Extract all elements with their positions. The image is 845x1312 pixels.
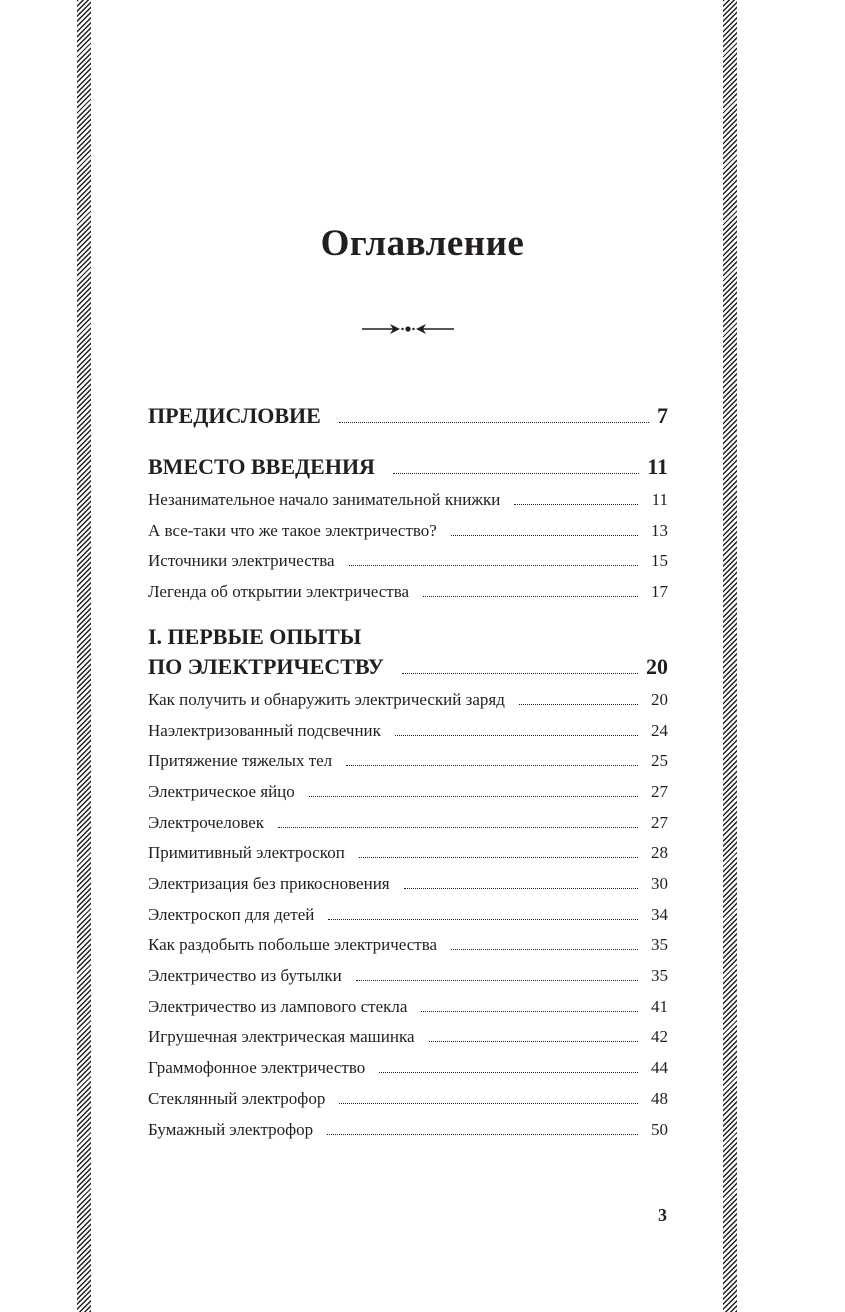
right-decorative-border [723,0,737,1312]
dot-leader [421,1001,638,1012]
toc-subentry-label: Источники электричества [148,551,335,570]
toc-subentry-page: 35 [651,966,668,985]
toc-subentry-page: 30 [651,874,668,893]
toc-subentry[interactable] [148,874,668,894]
toc-subentry-page: 28 [651,843,668,862]
toc-entry-label: ВМЕСТО ВВЕДЕНИЯ [148,454,375,479]
toc-subentry-page: 13 [651,521,668,540]
toc-subentry-label: Игрушечная электрическая машинка [148,1027,415,1046]
dot-leader [514,494,638,505]
toc-subentry-label: А все-таки что же такое электричество? [148,521,437,540]
toc-entry-page: 7 [657,403,668,428]
toc-subentry-page: 24 [651,721,668,740]
dot-leader [339,1093,638,1104]
dot-leader [346,755,638,766]
toc-subentry[interactable] [148,582,668,602]
toc-subentry-label: Электричество из лампового стекла [148,997,408,1016]
dot-leader [395,725,638,736]
toc-subentry[interactable] [148,1089,668,1109]
dot-leader [278,817,638,828]
toc-entry-label: ПРЕДИСЛОВИЕ [148,403,321,428]
toc-subentry-page: 48 [651,1089,668,1108]
toc-subentry-page: 44 [651,1058,668,1077]
dot-leader [451,939,638,950]
toc-subentry-page: 50 [651,1120,668,1139]
dot-leader [402,660,638,674]
dot-leader [359,847,638,858]
toc-subentry-page: 15 [651,551,668,570]
toc-subentry-label: Стеклянный электрофор [148,1089,326,1108]
toc-subentry[interactable] [148,1058,668,1078]
toc-entry-page: 11 [647,454,668,479]
toc-subentry-label: Электричество из бутылки [148,966,342,985]
dot-leader [519,694,638,705]
toc-subentry-label: Как раздобыть побольше электричества [148,935,438,954]
dot-leader [393,460,639,474]
toc-chapter-title-line1: I. ПЕРВЫЕ ОПЫТЫ [148,624,362,649]
toc-subentry[interactable] [148,782,668,802]
dot-leader [379,1062,638,1073]
toc-subentry-page: 35 [651,935,668,954]
toc-entry-preface[interactable] [148,403,668,429]
toc-subentry-page: 11 [651,490,668,509]
toc-subentry-label: Электрическое яйцо [148,782,295,801]
toc-subentry-label: Легенда об открытии электричества [148,582,410,601]
page-title: Оглавление [320,223,525,264]
toc-subentry-label: Граммофонное электричество [148,1058,366,1077]
toc-subentry-label: Электрочеловек [148,813,265,832]
toc-subentry-page: 34 [651,905,668,924]
toc-entry-intro[interactable] [148,454,668,480]
toc-subentry[interactable] [148,1027,668,1047]
dot-leader [349,555,638,566]
toc-subentry[interactable] [148,690,668,710]
toc-subentry-page: 25 [651,751,668,770]
ornament-divider-icon [360,321,456,337]
dot-leader [404,878,638,889]
toc-subentry[interactable] [148,551,668,571]
dot-leader [339,409,649,423]
left-decorative-border [77,0,91,1312]
toc-subentry[interactable] [148,521,668,541]
toc-subentry-page: 27 [651,782,668,801]
toc-subentry-label: Бумажный электрофор [148,1120,314,1139]
dot-leader [423,586,638,597]
toc-subentry[interactable] [148,751,668,771]
toc-subentry-label: Электризация без прикосновения [148,874,390,893]
toc-subentry-label: Примитивный электроскоп [148,843,345,862]
toc-subentry-page: 42 [651,1027,668,1046]
toc-subentry-page: 41 [651,997,668,1016]
toc-subentry[interactable] [148,935,668,955]
page-number: 3 [658,1205,667,1225]
dot-leader [309,786,638,797]
dot-leader [451,525,638,536]
toc-subentry[interactable] [148,905,668,925]
toc-subentry-page: 27 [651,813,668,832]
dot-leader [328,909,638,920]
toc-subentry[interactable] [148,966,668,986]
toc-subentry-label: Электроскоп для детей [148,905,315,924]
dot-leader [429,1031,639,1042]
dot-leader [327,1124,638,1135]
toc-entry-chapter1[interactable] [148,654,668,680]
toc-subentry[interactable] [148,721,668,741]
toc-subentry[interactable] [148,813,668,833]
toc-subentry[interactable] [148,997,668,1017]
toc-subentry-label: Наэлектризованный подсвечник [148,721,381,740]
toc-subentry-label: Как получить и обнаружить электрический заряд [148,690,505,709]
toc-subentry-label: Незанимательное начало занимательной книжки [148,490,501,509]
toc-subentry[interactable] [148,843,668,863]
toc-entry-label: ПО ЭЛЕКТРИЧЕСТВУ [148,654,384,679]
dot-leader [356,970,638,981]
toc-subentry-page: 17 [651,582,668,601]
toc-entry-page: 20 [646,654,668,679]
toc-subentry-page: 20 [651,690,668,709]
toc-subentry-label: Притяжение тяжелых тел [148,751,333,770]
toc-subentry[interactable] [148,490,668,510]
toc-subentry[interactable] [148,1120,668,1140]
